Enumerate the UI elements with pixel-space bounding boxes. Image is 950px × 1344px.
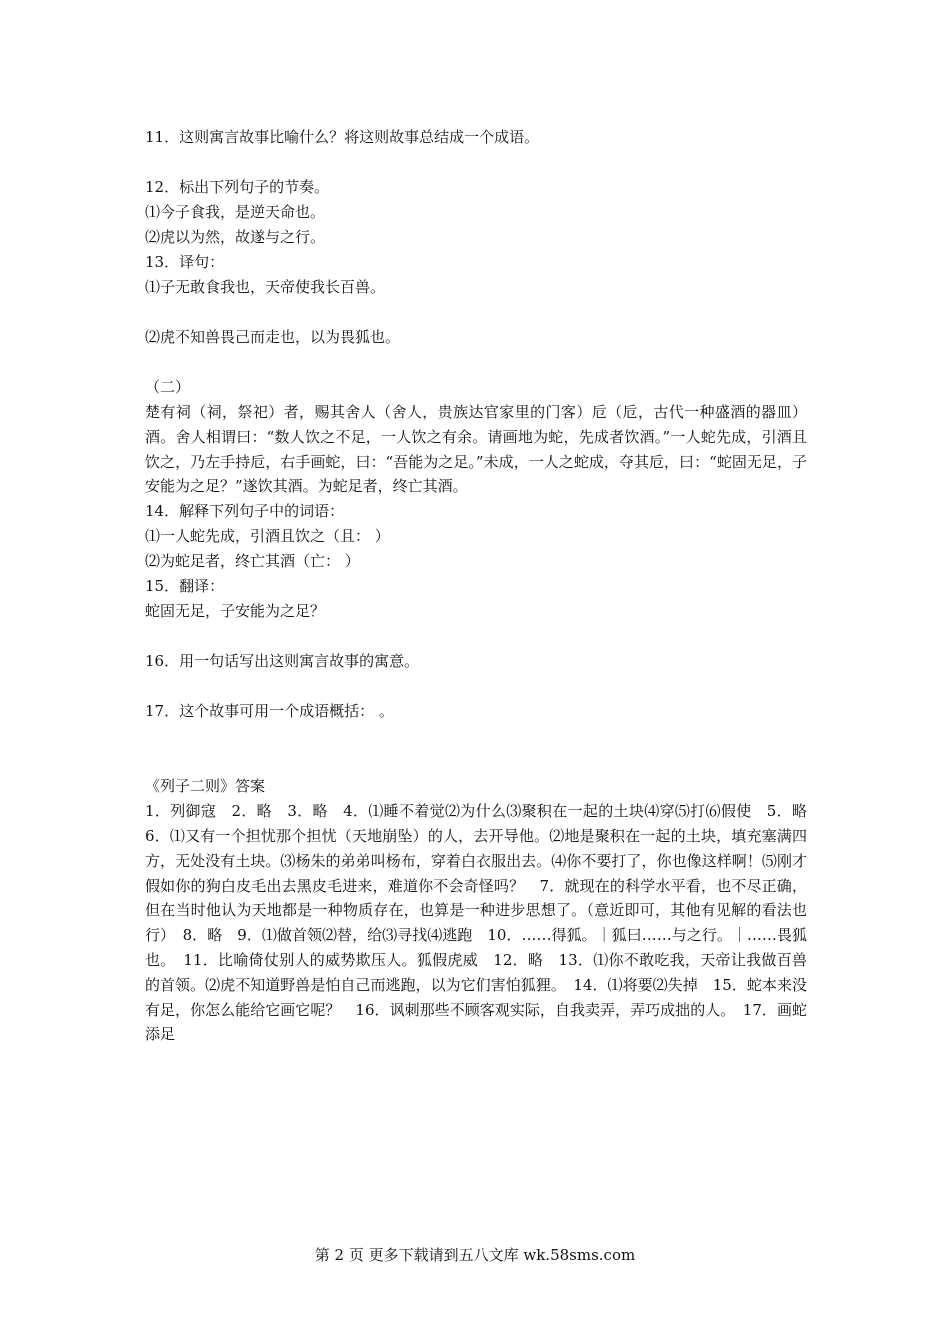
question-13-item-1: ⑴子无敢食我也，天帝使我长百兽。 <box>145 278 386 296</box>
answers-title: 《列子二则》答案 <box>145 777 266 796</box>
section-heading: （二） <box>145 378 191 396</box>
question-15: 15．翻译： <box>145 577 225 596</box>
question-13: 13．译句： <box>145 253 225 271</box>
question-11: 11．这则寓言故事比喻什么？将这则故事总结成一个成语。 <box>145 128 540 146</box>
question-15-sentence: 蛇固无足，子安能为之足？ <box>145 602 326 621</box>
page-footer: 第 2 页 更多下载请到五八文库 wk.58sms.com <box>314 1246 636 1264</box>
page-content <box>145 125 823 1047</box>
question-14-item-1: ⑴一人蛇先成，引酒且饮之（且： ） <box>145 527 390 546</box>
question-12-item-2: ⑵虎以为然，故遂与之行。 <box>145 228 326 246</box>
passage-text: 楚有祠（祠，祭祀）者，赐其舍人（舍人，贵族达官家里的门客）卮（卮，古代一种盛酒的器皿）酒。舍人相谓曰：“数人饮之不足，一人饮之有余。请画地为蛇，先成者饮酒。”一人蛇先成，引酒且饮之，乃左手持卮，右手画蛇，曰：“吾能为之足。”未成，一人之蛇成，夺其卮，曰：“蛇固无足，子安能为之足？”遂饮其酒。为蛇足者，终亡其酒。 <box>145 403 807 496</box>
question-12: 12．标出下列句子的节奏。 <box>145 178 330 196</box>
question-13-item-2: ⑵虎不知兽畏己而走也，以为畏狐也。 <box>145 328 401 346</box>
answers-body: 1．列御寇 2．略 3．略 4．⑴睡不着觉⑵为什么⑶聚积在一起的土块⑷穿⑸打⑹假使 5．略 6．⑴又有一个担忧那个担忧（天地崩坠）的人，去开导他。⑵地是聚积在一起的土块，填充塞满四方，无处没有土块。⑶杨朱的弟弟叫杨布，穿着白衣服出去。⑷你不要打了，你也像这样啊！⑸刚才假如你的狗白皮毛出去黑皮毛进来，难道你不会奇怪吗？ 7．就现在的科学水平看，也不尽正确，但在当时他认为天地都是一种物质存在，也算是一种进步思想了。（意近即可，其他有见解的看法也行） 8．略 9．⑴做首领⑵替，给⑶寻找⑷逃跑 10．……得狐。｜狐曰……与之行。｜……畏狐也。 11．比喻倚仗别人的威势欺压人。狐假虎威 12．略 13．⑴你不敢吃我，天帝让我做百兽的首领。⑵虎不知道野兽是怕自己而逃跑，以为它们害怕狐狸。 14．⑴将要⑵失掉 15．蛇本来没有足，你怎么能给它画它呢？ 16．讽刺那些不顾客观实际，自我卖弄，弄巧成拙的人。 17．画蛇添足 <box>145 802 823 1044</box>
question-17: 17．这个故事可用一个成语概括： 。 <box>145 702 394 721</box>
question-14-item-2: ⑵为蛇足者，终亡其酒（亡： ） <box>145 552 360 571</box>
question-14: 14．解释下列句子中的词语： <box>145 502 345 521</box>
question-12-item-1: ⑴今子食我，是逆天命也。 <box>145 203 326 221</box>
question-16: 16．用一句话写出这则寓言故事的寓意。 <box>145 652 420 671</box>
